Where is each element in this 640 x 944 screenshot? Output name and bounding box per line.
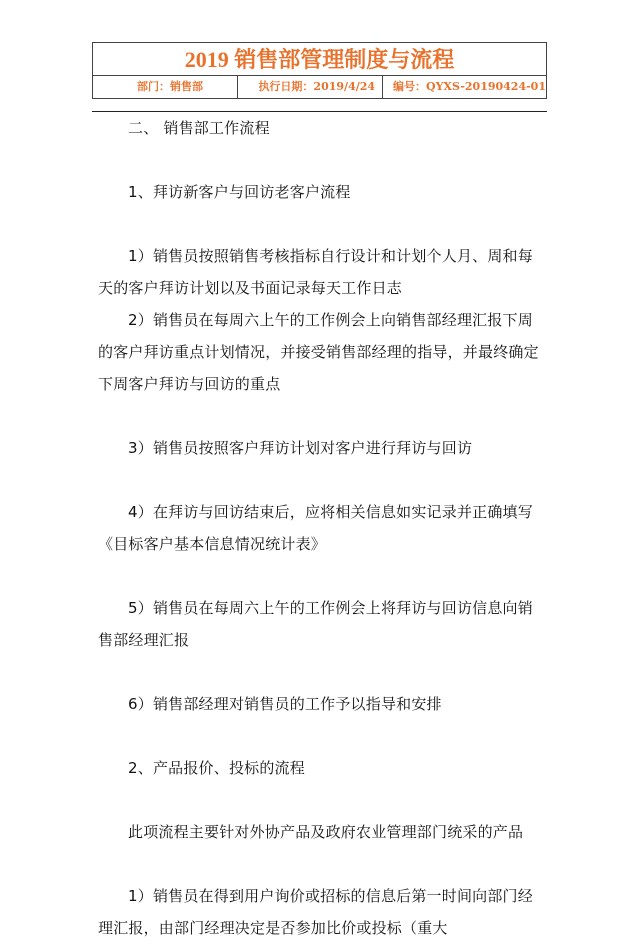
paragraph-gap	[98, 144, 544, 176]
paragraph-gap	[98, 560, 544, 592]
document-title: 2019 销售部管理制度与流程	[93, 43, 546, 76]
paragraph: 5）销售员在每周六上午的工作例会上将拜访与回访信息向销售部经理汇报	[98, 599, 533, 649]
document-header	[92, 42, 547, 99]
subsection-heading: 2、产品报价、投标的流程	[128, 759, 305, 777]
paragraph-gap	[98, 784, 544, 816]
paragraph: 此项流程主要针对外协产品及政府农业管理部门统采的产品	[128, 823, 524, 841]
paragraph: 1）销售员按照销售考核指标自行设计和计划个人月、周和每天的客户拜访计划以及书面记录每天工作日志	[98, 247, 533, 297]
document-body	[98, 112, 544, 944]
paragraph: 6）销售部经理对销售员的工作予以指导和安排	[128, 695, 442, 713]
subsection-heading: 1、拜访新客户与回访老客户流程	[128, 183, 351, 201]
paragraph-gap	[98, 720, 544, 752]
paragraph: 1）销售员在得到用户询价或招标的信息后第一时间向部门经理汇报，由部门经理决定是否参加比价或投标（重大	[98, 887, 533, 937]
exec-date-label: 执行日期：2019/4/24	[238, 76, 383, 98]
paragraph-gap	[98, 400, 544, 432]
paragraph: 4）在拜访与回访结束后，应将相关信息如实记录并正确填写《目标客户基本信息情况统计表》	[98, 503, 533, 553]
department-label: 部门：销售部	[93, 76, 238, 98]
paragraph-gap	[98, 208, 544, 240]
paragraph-gap	[98, 848, 544, 880]
header-meta-row	[93, 76, 546, 98]
paragraph: 3）销售员按照客户拜访计划对客户进行拜访与回访	[128, 439, 473, 457]
paragraph-gap	[98, 464, 544, 496]
document-code-label: 编号：QYXS-20190424-01	[393, 80, 546, 93]
paragraph-gap	[98, 656, 544, 688]
paragraph: 2）销售员在每周六上午的工作例会上向销售部经理汇报下周的客户拜访重点计划情况，并接受销售部经理的指导，并最终确定下周客户拜访与回访的重点	[98, 311, 539, 393]
section-heading: 二、 销售部工作流程	[128, 119, 270, 137]
